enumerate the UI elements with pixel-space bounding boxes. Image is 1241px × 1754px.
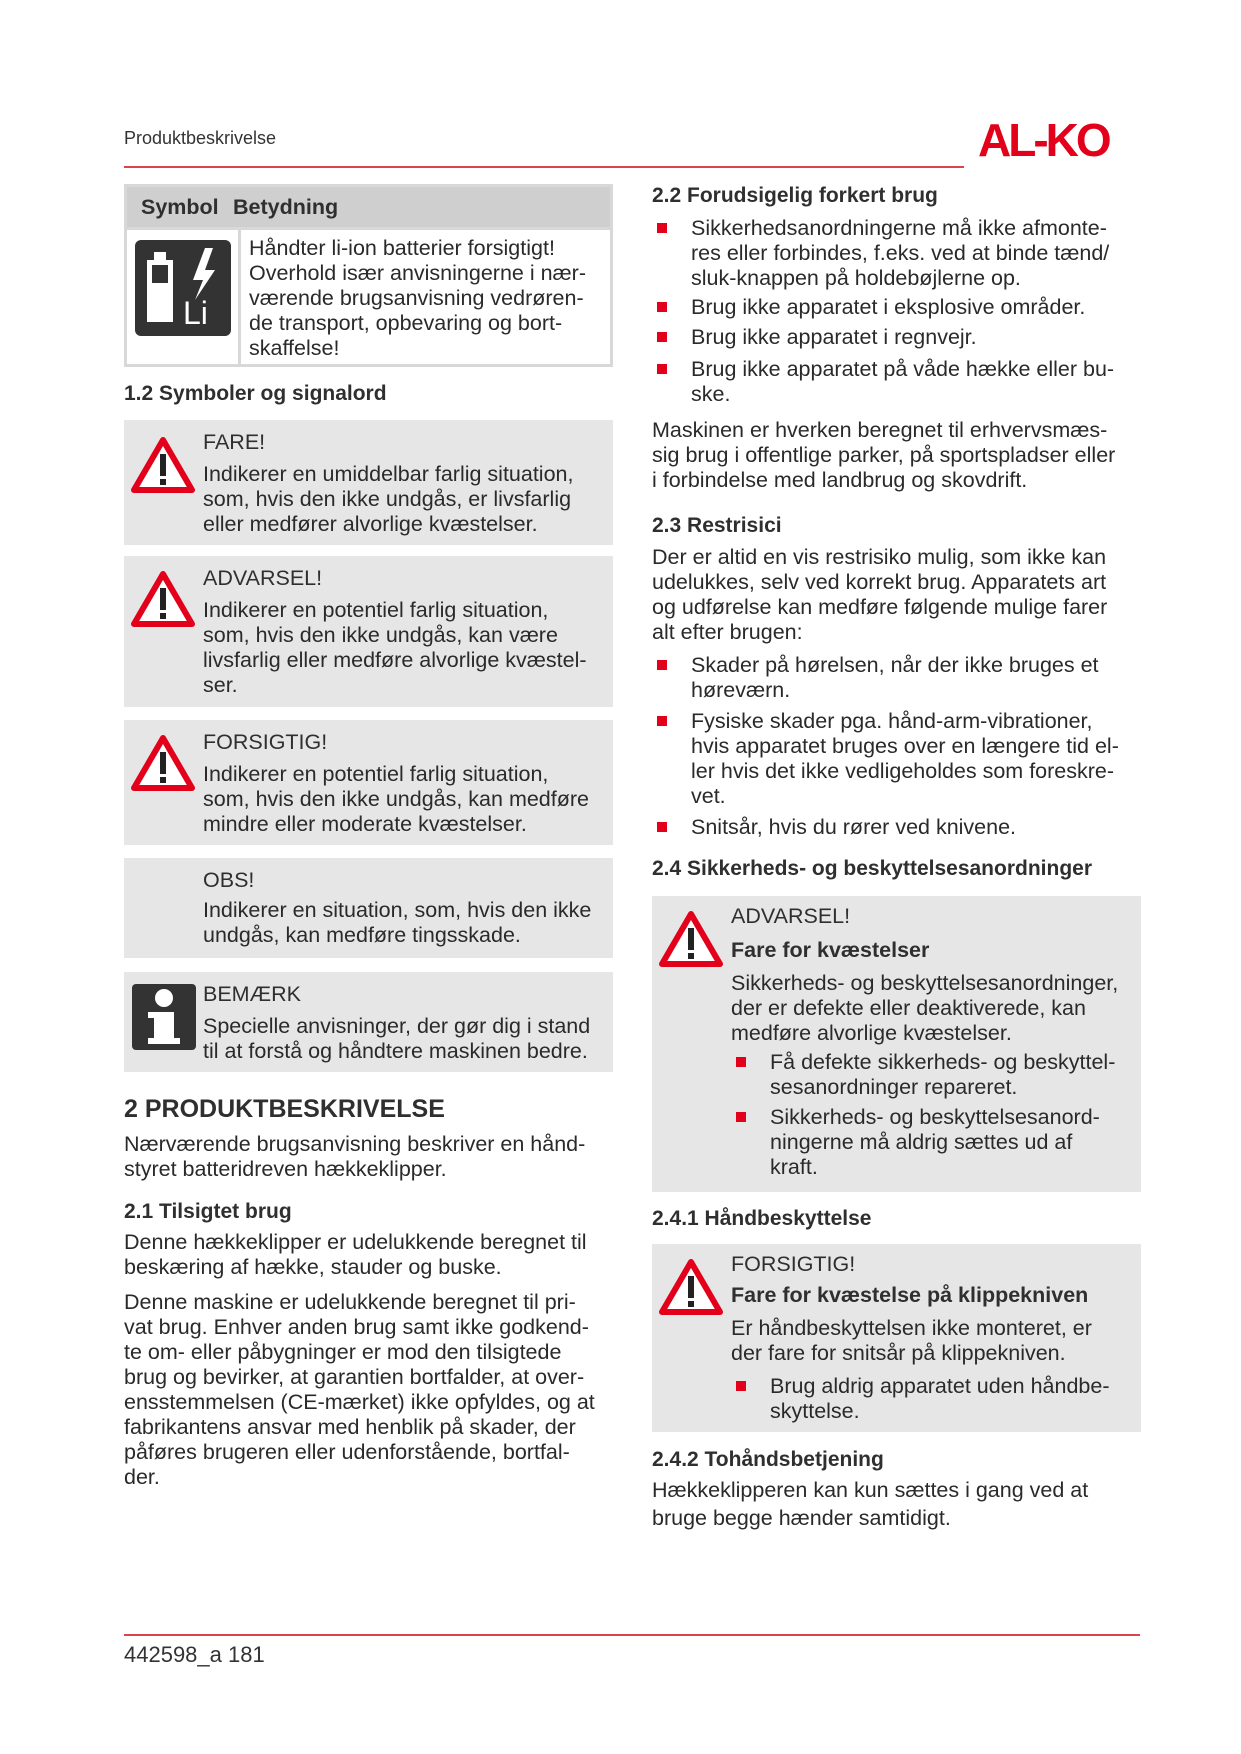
bullet-icon bbox=[736, 1112, 746, 1122]
s22-list bbox=[652, 216, 1142, 407]
line: ser. bbox=[203, 673, 238, 697]
heading-2-4-2: 2.4.2 Tohåndsbetjening bbox=[652, 1448, 884, 1471]
warning-triangle-icon bbox=[658, 1258, 724, 1316]
alko-logo bbox=[978, 114, 1138, 162]
line: ensstemmelsen (CE-mærket) ikke opfyldes, og at bbox=[124, 1390, 595, 1414]
bullet-icon bbox=[657, 822, 667, 832]
heading-2-2: 2.2 Forudsigelig forkert brug bbox=[652, 184, 938, 207]
list-item bbox=[731, 1050, 1141, 1100]
list-item bbox=[652, 653, 1142, 703]
line: skaffelse! bbox=[249, 336, 340, 360]
box-body bbox=[203, 598, 587, 698]
line: ske. bbox=[691, 382, 731, 406]
line: brug og bevirker, at garantien bortfalder, at over- bbox=[124, 1365, 585, 1389]
line: Indikerer en potentiel farlig situation, bbox=[203, 762, 549, 786]
list-item bbox=[652, 216, 1142, 291]
line: skyttelse. bbox=[770, 1399, 860, 1423]
warning-triangle-icon bbox=[130, 734, 196, 792]
line: vat brug. Enhver anden brug samt ikke godkend- bbox=[124, 1315, 589, 1339]
note-box bbox=[124, 972, 613, 1072]
line: Nærværende brugsanvisning beskriver en hånd- bbox=[124, 1132, 586, 1156]
line: res eller forbindes, f.eks. ved at binde tænd/ bbox=[691, 241, 1110, 265]
footer-rule bbox=[124, 1634, 1140, 1636]
line: sluk-knappen på holdebøjlerne op. bbox=[691, 266, 1021, 290]
line: alt efter brugen: bbox=[652, 620, 803, 644]
line: Brug ikke apparatet på våde hække eller bu- bbox=[691, 357, 1115, 381]
line: hvis apparatet bruges over en længere tid el- bbox=[691, 734, 1119, 758]
line: Denne hækkeklipper er udelukkende beregnet til bbox=[124, 1230, 587, 1254]
box-list bbox=[731, 1050, 1141, 1180]
box-title: BEMÆRK bbox=[203, 982, 301, 1006]
list-item bbox=[652, 709, 1142, 809]
line: ningerne må aldrig sættes ud af bbox=[770, 1130, 1073, 1154]
warning-box bbox=[124, 556, 613, 707]
line: fabrikantens ansvar med henblik på skader, der bbox=[124, 1415, 576, 1439]
s23-paragraph bbox=[652, 545, 1152, 645]
bullet-icon bbox=[657, 364, 667, 374]
line: Brug ikke apparatet i eksplosive områder. bbox=[691, 295, 1086, 319]
symbol-table-header bbox=[127, 187, 610, 230]
line: påføres brugeren eller udenforstående, bortfal- bbox=[124, 1440, 570, 1464]
heading-2-4-1: 2.4.1 Håndbeskyttelse bbox=[652, 1207, 872, 1230]
heading-2: 2 PRODUKTBESKRIVELSE bbox=[124, 1095, 445, 1123]
warning-triangle-icon bbox=[130, 570, 196, 628]
line: som, hvis den ikke undgås, kan medføre bbox=[203, 787, 589, 811]
warning-triangle-icon bbox=[130, 436, 196, 494]
line: Fysiske skader pga. hånd-arm-vibrationer, bbox=[691, 709, 1093, 733]
warning-triangle-icon bbox=[658, 910, 724, 968]
line: der. bbox=[124, 1465, 160, 1489]
line: værende brugsanvisning vedrøren- bbox=[249, 286, 584, 310]
line: Håndter li-ion batterier forsigtigt! bbox=[249, 236, 555, 260]
bullet-icon bbox=[657, 223, 667, 233]
line: undgås, kan medføre tingsskade. bbox=[203, 923, 521, 947]
warning-box bbox=[652, 896, 1141, 1192]
box-body bbox=[203, 898, 591, 948]
symbol-table bbox=[124, 184, 613, 367]
header-rule bbox=[124, 166, 964, 168]
s22-paragraph bbox=[652, 418, 1152, 493]
heading-2-1: 2.1 Tilsigtet brug bbox=[124, 1200, 292, 1223]
line: Denne maskine er udelukkende beregnet til pri- bbox=[124, 1290, 576, 1314]
line: Der er altid en vis restrisiko mulig, som ikke kan bbox=[652, 545, 1107, 569]
box-title: OBS! bbox=[203, 868, 255, 892]
list-item bbox=[652, 815, 1142, 840]
bullet-icon bbox=[736, 1381, 746, 1391]
line: Sikkerheds- og beskyttelsesanord- bbox=[770, 1105, 1100, 1129]
danger-box bbox=[124, 420, 613, 545]
line: til at forstå og håndtere maskinen bedre. bbox=[203, 1039, 588, 1063]
box-title: FARE! bbox=[203, 430, 266, 454]
line: Indikerer en umiddelbar farlig situation, bbox=[203, 462, 574, 486]
line: te om- eller påbygninger er mod den tilsigtede bbox=[124, 1340, 562, 1364]
line: Brug ikke apparatet i regnvejr. bbox=[691, 325, 977, 349]
box-body bbox=[731, 1316, 1141, 1424]
s2-paragraph bbox=[124, 1132, 624, 1182]
line: livsfarlig eller medføre alvorlige kvæstel- bbox=[203, 648, 587, 672]
caution-box bbox=[124, 720, 613, 845]
s21-paragraph-2 bbox=[124, 1290, 634, 1490]
box-body bbox=[731, 971, 1141, 1180]
line: styret batteridreven hækkeklipper. bbox=[124, 1157, 447, 1181]
list-item bbox=[652, 357, 1142, 407]
line: Indikerer en situation, som, hvis den ikke bbox=[203, 898, 592, 922]
line: Snitsår, hvis du rører ved knivene. bbox=[691, 815, 1017, 839]
line: Sikkerhedsanordningerne må ikke afmonte- bbox=[691, 216, 1107, 240]
box-title: ADVARSEL! bbox=[731, 904, 851, 928]
line: mindre eller moderate kvæstelser. bbox=[203, 812, 527, 836]
box-title: FORSIGTIG! bbox=[203, 730, 328, 754]
heading-2-3: 2.3 Restrisici bbox=[652, 514, 782, 537]
line: bruge begge hænder samtidigt. bbox=[652, 1506, 951, 1530]
symbol-cell bbox=[127, 230, 241, 367]
line: Få defekte sikkerheds- og beskyttel- bbox=[770, 1050, 1116, 1074]
bullet-icon bbox=[657, 302, 667, 312]
box-body bbox=[203, 762, 589, 837]
bullet-icon bbox=[657, 660, 667, 670]
box-title: FORSIGTIG! bbox=[731, 1252, 856, 1276]
box-title: ADVARSEL! bbox=[203, 566, 323, 590]
line: Sikkerheds- og beskyttelsesanordninger, bbox=[731, 971, 1119, 995]
line: vet. bbox=[691, 784, 726, 808]
logo-text: AL-KO bbox=[978, 114, 1109, 162]
line: medføre alvorlige kvæstelser. bbox=[731, 1021, 1012, 1045]
line: Specielle anvisninger, der gør dig i stand bbox=[203, 1014, 591, 1038]
line: Brug aldrig apparatet uden håndbe- bbox=[770, 1374, 1110, 1398]
symbol-table-row bbox=[127, 230, 610, 367]
list-item bbox=[731, 1374, 1141, 1424]
list-item bbox=[652, 295, 1142, 320]
line: Er håndbeskyttelsen ikke monteret, er bbox=[731, 1316, 1092, 1340]
line: der fare for snitsår på klippekniven. bbox=[731, 1341, 1066, 1365]
col-meaning: Betydning bbox=[233, 194, 339, 219]
notice-box bbox=[124, 858, 613, 958]
line: høreværn. bbox=[691, 678, 791, 702]
list-item bbox=[652, 325, 1142, 350]
bullet-icon bbox=[736, 1057, 746, 1067]
line: Skader på hørelsen, når der ikke bruges et bbox=[691, 653, 1099, 677]
line: beskæring af hække, stauder og buske. bbox=[124, 1255, 502, 1279]
line: som, hvis den ikke undgås, kan være bbox=[203, 623, 558, 647]
box-body bbox=[203, 462, 573, 537]
line: i forbindelse med landbrug og skovdrift. bbox=[652, 468, 1028, 492]
box-body bbox=[203, 1014, 590, 1064]
line: sesanordninger repareret. bbox=[770, 1075, 1018, 1099]
line: Overhold især anvisningerne i nær- bbox=[249, 261, 586, 285]
box-list bbox=[731, 1374, 1141, 1424]
line: Maskinen er hverken beregnet til erhvervsmæs- bbox=[652, 418, 1108, 442]
bullet-icon bbox=[657, 332, 667, 342]
caution-box bbox=[652, 1244, 1141, 1432]
line: kraft. bbox=[770, 1155, 818, 1179]
line: ler hvis det ikke vedligeholdes som foreskre- bbox=[691, 759, 1115, 783]
line: der er defekte eller deaktiverede, kan bbox=[731, 996, 1086, 1020]
heading-2-4: 2.4 Sikkerheds- og beskyttelsesanordninger bbox=[652, 857, 1092, 880]
battery-label: Li bbox=[183, 295, 208, 331]
box-subtitle: Fare for kvæstelse på klippekniven bbox=[731, 1283, 1089, 1307]
running-header: Produktbeskrivelse bbox=[124, 128, 277, 148]
line: udelukkes, selv ved korrekt brug. Apparatets art bbox=[652, 570, 1107, 594]
col-symbol: Symbol bbox=[141, 194, 219, 219]
line: eller medfører alvorlige kvæstelser. bbox=[203, 512, 538, 536]
s23-list bbox=[652, 653, 1142, 840]
line: og udførelse kan medføre følgende mulige farer bbox=[652, 595, 1108, 619]
line: Hækkeklipperen kan kun sættes i gang ved at bbox=[652, 1478, 1089, 1502]
list-item bbox=[731, 1105, 1141, 1180]
s21-paragraph-1 bbox=[124, 1230, 624, 1280]
li-ion-battery-icon bbox=[135, 240, 231, 336]
box-subtitle: Fare for kvæstelser bbox=[731, 938, 930, 962]
symbol-meaning bbox=[241, 230, 594, 367]
line: som, hvis den ikke undgås, er livsfarlig bbox=[203, 487, 572, 511]
bullet-icon bbox=[657, 716, 667, 726]
heading-1-2: 1.2 Symboler og signalord bbox=[124, 382, 387, 405]
footer-page-number: 442598_a 181 bbox=[124, 1642, 265, 1667]
s242-paragraph bbox=[652, 1478, 1152, 1531]
line: de transport, opbevaring og bort- bbox=[249, 311, 563, 335]
info-icon bbox=[132, 984, 196, 1050]
line: sig brug i offentlige parker, på sportspladser eller bbox=[652, 443, 1116, 467]
line: Indikerer en potentiel farlig situation, bbox=[203, 598, 549, 622]
